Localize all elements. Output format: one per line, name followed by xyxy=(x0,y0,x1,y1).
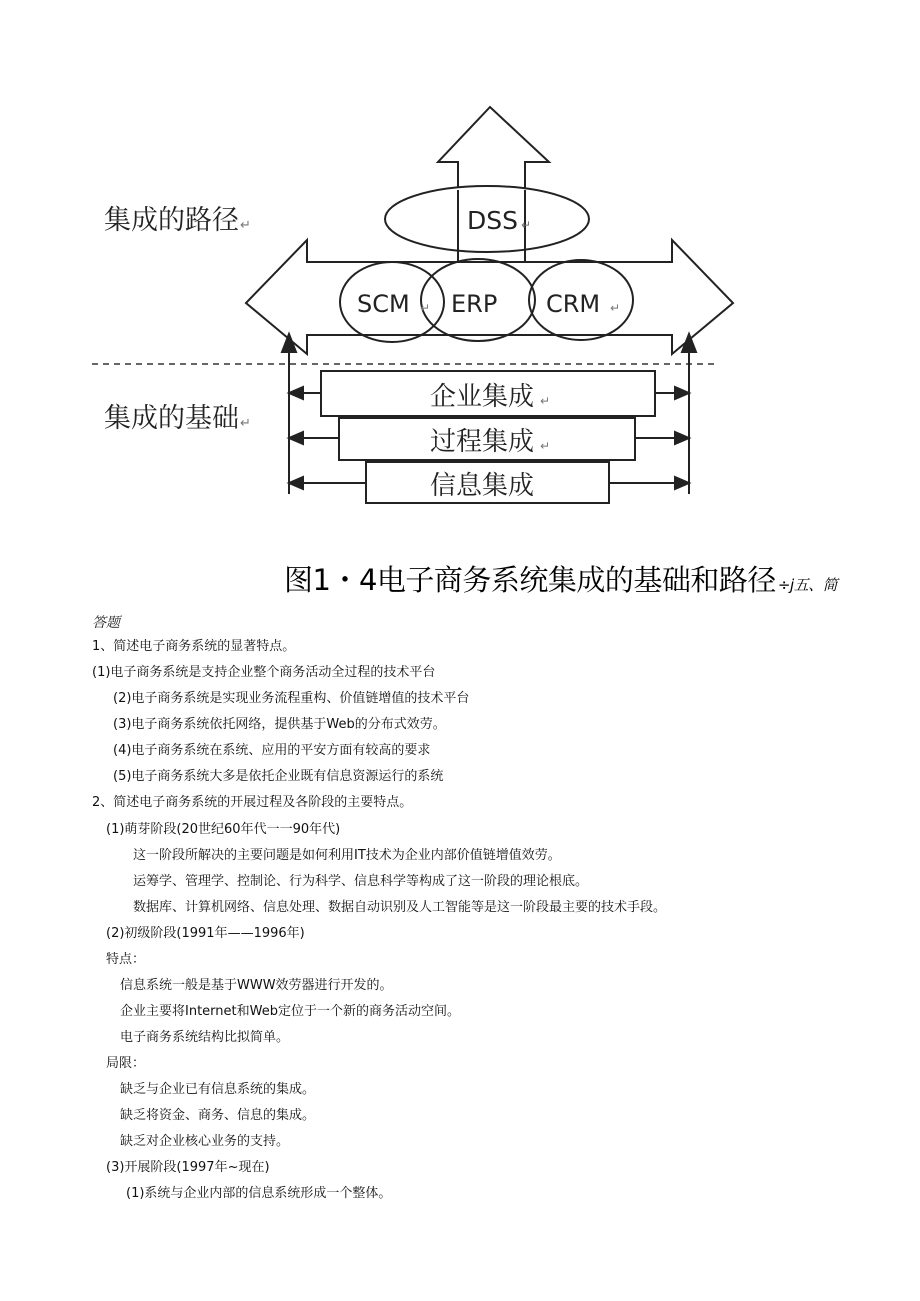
list-item: 特点： xyxy=(106,952,146,967)
paragraph-mark: ↵ xyxy=(610,301,621,315)
erp-label: ERP xyxy=(451,290,498,318)
box-enterprise-label: 企业集成 xyxy=(430,382,535,412)
list-item: (3)电子商务系统依托网络，提供基于Web的分布式效劳。 xyxy=(113,717,446,732)
dss-label: DSS xyxy=(467,206,518,235)
box-process-label: 过程集成 xyxy=(430,427,535,457)
list-item: 企业主要将Internet和Web定位于一个新的商务活动空间。 xyxy=(120,1004,460,1019)
list-item: 电子商务系统结构比拟简单。 xyxy=(120,1030,290,1045)
list-item: 2、简述电子商务系统的开展过程及各阶段的主要特点。 xyxy=(92,795,413,810)
list-item: (4)电子商务系统在系统、应用的平安方面有较高的要求 xyxy=(113,743,431,758)
list-item: 缺乏将资金、商务、信息的集成。 xyxy=(120,1108,316,1123)
list-item: (5)电子商务系统大多是依托企业既有信息资源运行的系统 xyxy=(113,769,444,784)
list-item: (2)电子商务系统是实现业务流程重构、价值链增值的技术平台 xyxy=(113,691,470,706)
paragraph-mark: ↵ xyxy=(420,301,431,315)
list-item: (2)初级阶段(1991年——1996年) xyxy=(106,926,305,941)
box-information-label: 信息集成 xyxy=(430,471,535,501)
crm-label: CRM xyxy=(546,290,601,318)
figure-caption xyxy=(284,558,837,599)
list-item: (1)电子商务系统是支持企业整个商务活动全过程的技术平台 xyxy=(92,665,436,680)
label-integration-base: 集成的基础 xyxy=(104,403,239,434)
list-item: 这一阶段所解决的主要问题是如何利用IT技术为企业内部价值链增值效劳。 xyxy=(133,848,561,863)
list-item: 局限： xyxy=(106,1056,146,1071)
paragraph-mark: ↵ xyxy=(240,416,251,431)
paragraph-mark: ↵ xyxy=(540,439,551,453)
list-item: 信息系统一般是基于WWW效劳器进行开发的。 xyxy=(120,978,393,993)
paragraph-mark: ↵ xyxy=(240,218,251,233)
list-item: 1、简述电子商务系统的显著特点。 xyxy=(92,639,296,654)
list-item: (1)萌芽阶段(20世纪60年代一一90年代) xyxy=(106,822,341,837)
caption-main: 图1・4电子商务系统集成的基础和路径 xyxy=(284,563,776,597)
list-item: 缺乏与企业已有信息系统的集成。 xyxy=(120,1082,316,1097)
section-title: 答题 xyxy=(92,615,120,631)
list-item: (3)开展阶段(1997年~现在) xyxy=(106,1160,270,1175)
label-integration-path: 集成的路径 xyxy=(104,205,239,236)
integration-diagram xyxy=(0,0,920,545)
paragraph-mark: ↵ xyxy=(521,218,532,232)
list-item: (1)系统与企业内部的信息系统形成一个整体。 xyxy=(126,1186,392,1201)
paragraph-mark: ↵ xyxy=(540,394,551,408)
list-item: 数据库、计算机网络、信息处理、数据自动识别及人工智能等是这一阶段最主要的技术手段。 xyxy=(133,900,667,915)
scm-label: SCM xyxy=(357,290,410,318)
caption-tail: ÷j五、简 xyxy=(777,576,838,594)
list-item: 缺乏对企业核心业务的支持。 xyxy=(120,1134,290,1149)
list-item: 运筹学、管理学、控制论、行为科学、信息科学等构成了这一阶段的理论根底。 xyxy=(133,874,589,889)
